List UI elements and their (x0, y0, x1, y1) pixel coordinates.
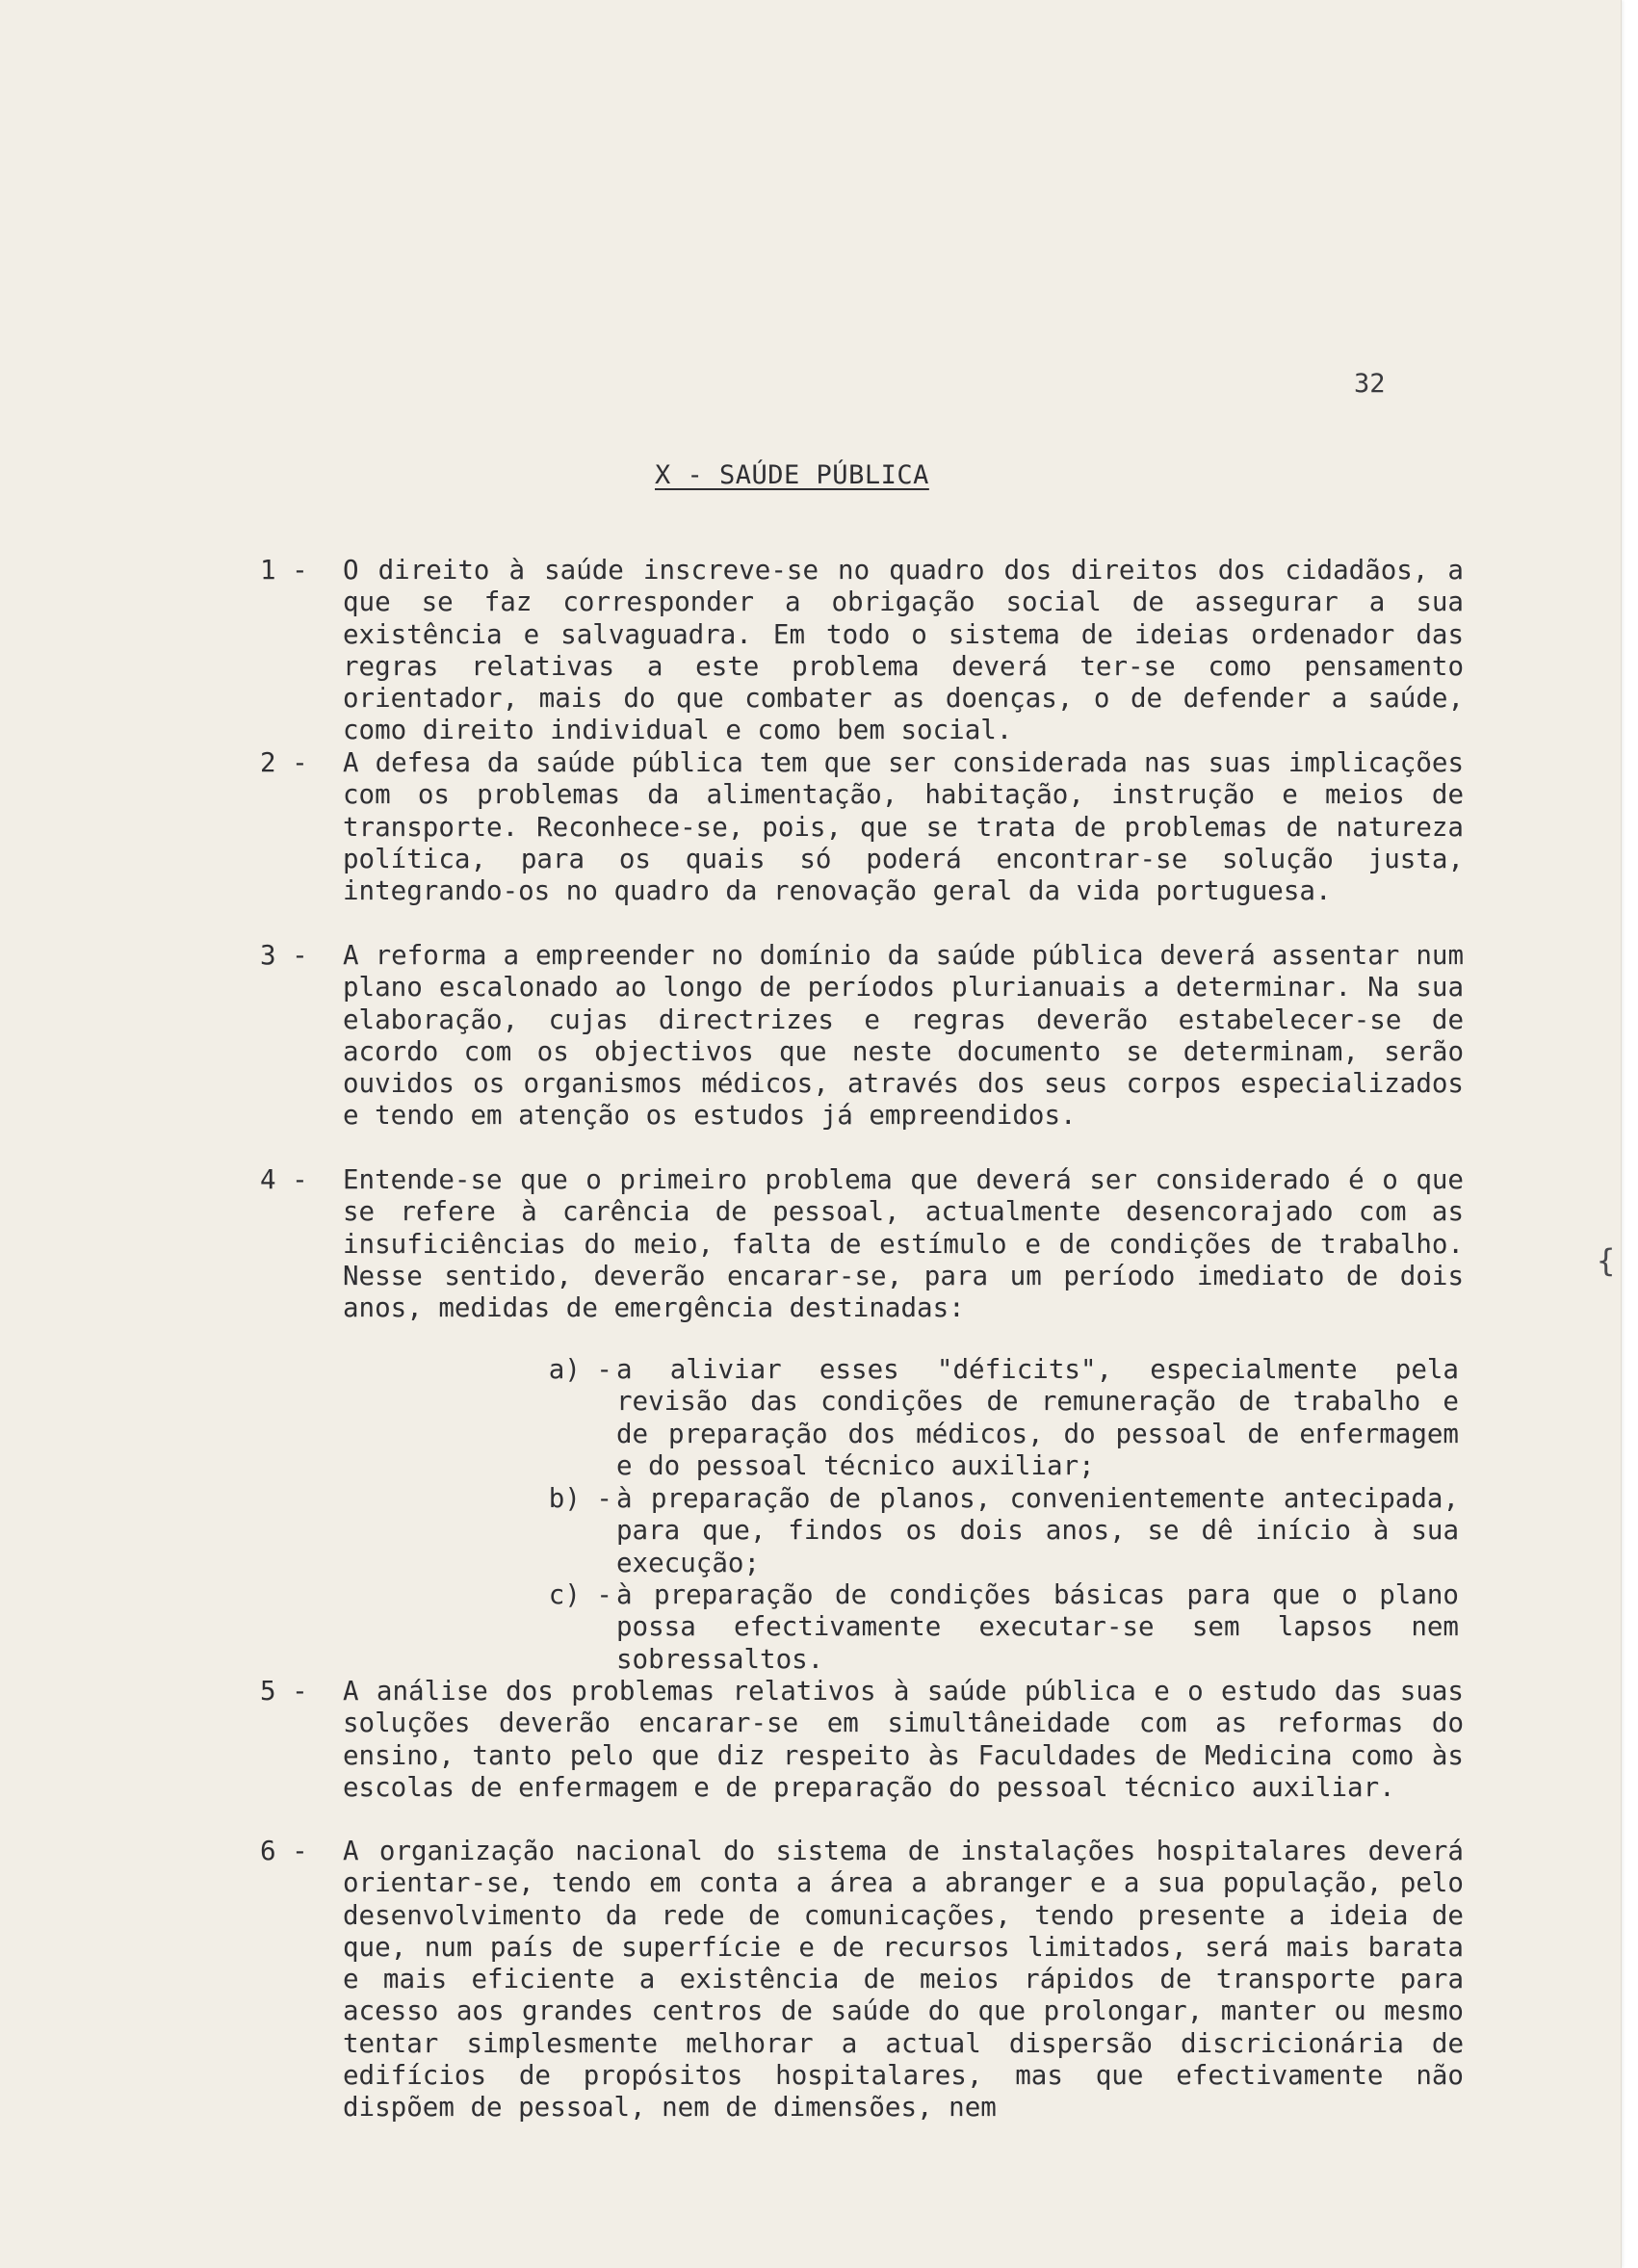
paragraph-number: 5 - (260, 1676, 308, 1707)
paragraph-3 (260, 940, 1464, 1133)
list-item-label: c) - (548, 1579, 612, 1610)
page-number: 32 (1354, 369, 1386, 399)
list-item-text: a aliviar esses "déficits", especialmente pela revisão das condições de remuneração de trabalho e de preparação dos médicos, do pessoal de enfermagem e do pessoal técnico auxiliar; (616, 1354, 1459, 1481)
paragraph-1 (260, 555, 1464, 747)
list-item-b (520, 1483, 1459, 1579)
paragraph-number: 3 - (260, 940, 308, 971)
paragraph-5 (260, 1676, 1464, 1804)
section-title: X - SAÚDE PÚBLICA (655, 460, 929, 490)
list-item-c (520, 1579, 1459, 1676)
margin-bracket-mark: { (1597, 1242, 1616, 1279)
paragraph-2 (260, 747, 1464, 907)
paragraph-4 (260, 1164, 1464, 1324)
list-item-text: à preparação de condições básicas para que o plano possa efectivamente executar-se sem lapsos nem sobressaltos. (616, 1579, 1459, 1675)
list-item-a (520, 1354, 1459, 1482)
paragraph-text: A análise dos problemas relativos à saúde pública e o estudo das suas soluções deverão encarar-se em simultâneidade com as reformas do ensino, tanto pelo que diz respeito às Faculdades de Medicina como às escolas de enfermagem e de preparação do pessoal técnico auxiliar. (343, 1676, 1464, 1803)
paragraph-text: A organização nacional do sistema de instalações hospitalares deverá orientar-se, tendo em conta a área a abranger e a sua população, pelo desenvolvimento da rede de comunicações, tendo presente a ideia de que, num país de superfície e de recursos limitados, será mais barata e mais eficiente a existência de meios rápidos de transporte para acesso aos grandes centros de saúde do que prolongar, manter ou mesmo tentar simplesmente melhorar a actual dispersão discricionária de edifícios de propósitos hospitalares, mas que efectivamente não dispõem de pessoal, nem de dimensões, nem (343, 1836, 1464, 2124)
paragraph-text: A defesa da saúde pública tem que ser considerada nas suas implicações com os problemas da alimentação, habitação, instrução e meios de transporte. Reconhece-se, pois, que se trata de problemas de natureza política, para os quais só poderá encontrar-se solução justa, integrando-os no quadro da renovação geral da vida portuguesa. (343, 747, 1464, 907)
list-item-label: b) - (548, 1483, 612, 1514)
list-item-label: a) - (548, 1354, 612, 1385)
paragraph-number: 4 - (260, 1164, 308, 1195)
paragraph-text: A reforma a empreender no domínio da saúde pública deverá assentar num plano escalonado ao longo de períodos plurianuais a determinar. Na sua elaboração, cujas directrizes e regras deverão estabelecer-se de acordo com os objectivos que neste documento se determinam, serão ouvidos os organismos médicos, através dos seus corpos especializados e tendo em atenção os estudos já empreendidos. (343, 940, 1464, 1132)
paragraph-text: O direito à saúde inscreve-se no quadro dos direitos dos cidadãos, a que se faz corresponder a obrigação social de assegurar a sua existência e salvaguadra. Em todo o sistema de ideias ordenador das regras relativas a este problema deverá ter-se como pensamento orientador, mais do que combater as doenças, o de defender a saúde, como direito individual e como bem social. (343, 555, 1464, 746)
paragraph-number: 2 - (260, 747, 308, 778)
paragraph-6 (260, 1836, 1464, 2125)
paragraph-text: Entende-se que o primeiro problema que deverá ser considerado é o que se refere à carência de pessoal, actualmente desencorajado com as insuficiências do meio, falta de estímulo e de condições de trabalho. Nesse sentido, deverão encarar-se, para um período imediato de dois anos, medidas de emergência destinadas: (343, 1164, 1464, 1324)
paragraph-number: 6 - (260, 1836, 308, 1866)
list-item-text: à preparação de planos, convenientemente antecipada, para que, findos os dois anos, se dê início à sua execução; (616, 1483, 1459, 1578)
paragraph-number: 1 - (260, 555, 308, 586)
